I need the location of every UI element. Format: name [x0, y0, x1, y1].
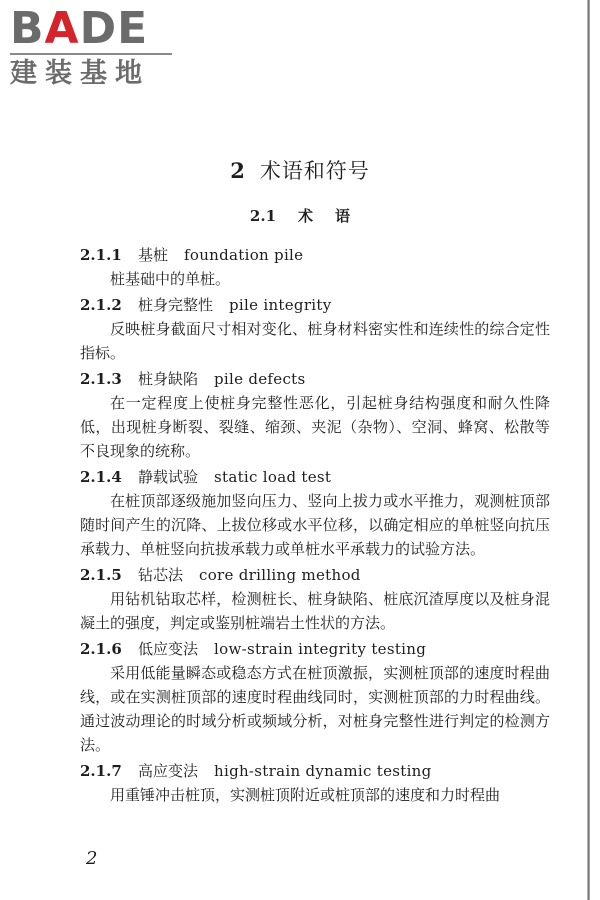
term-heading: [80, 465, 550, 489]
term-chinese: 基桩: [138, 246, 169, 264]
chapter-title: [0, 155, 600, 185]
term-english: pile integrity: [229, 296, 332, 314]
chapter-number: 2: [230, 158, 246, 183]
term-english: low-strain integrity testing: [214, 640, 427, 658]
term-english: pile defects: [214, 370, 306, 388]
term-entry: [80, 293, 550, 365]
logo-letter-accent: A: [44, 3, 80, 54]
logo-letters: DE: [79, 3, 149, 54]
term-definition: 采用低能量瞬态或稳态方式在桩顶激振，实测桩顶部的速度时程曲线，或在实测桩顶部的速度时程曲线同时，实测桩顶部的力时程曲线。通过波动理论的时域分析或频域分析，对桩身完整性进行判定的检测方法。: [80, 664, 550, 754]
term-entry: [80, 637, 550, 757]
term-entry: [80, 465, 550, 561]
term-heading: [80, 367, 550, 391]
term-entry: [80, 243, 550, 291]
term-number: 2.1.2: [80, 296, 122, 314]
term-english: high-strain dynamic testing: [214, 762, 432, 780]
term-heading: [80, 293, 550, 317]
term-definition: 桩基础中的单桩。: [110, 270, 231, 288]
terms-list: [80, 243, 550, 809]
logo-wordmark: [10, 3, 175, 54]
term-chinese: 高应变法: [138, 762, 199, 780]
term-definition: 用钻机钻取芯样，检测桩长、桩身缺陷、桩底沉渣厚度以及桩身混凝土的强度，判定或鉴别桩端岩土性状的方法。: [80, 590, 550, 632]
term-heading: [80, 637, 550, 661]
term-entry: [80, 367, 550, 463]
term-chinese: 桩身完整性: [138, 296, 214, 314]
term-chinese: 静载试验: [138, 468, 199, 486]
term-definition: 在桩顶部逐级施加竖向压力、竖向上拔力或水平推力，观测桩顶部随时间产生的沉降、上拔位移或水平位移，以确定相应的单桩竖向抗压承载力、单桩竖向抗拔承载力或单桩水平承载力的试验方法。: [80, 492, 550, 558]
section-title: [0, 205, 600, 226]
logo-subtitle: 建装基地: [10, 58, 150, 89]
term-number: 2.1.1: [80, 246, 122, 264]
term-chinese: 钻芯法: [138, 566, 184, 584]
bade-logo: [10, 3, 175, 89]
term-entry: [80, 759, 550, 807]
term-number: 2.1.6: [80, 640, 122, 658]
page-edge: [587, 0, 590, 900]
term-english: static load test: [214, 468, 332, 486]
term-heading: [80, 243, 550, 267]
term-english: foundation pile: [184, 246, 304, 264]
term-heading: [80, 759, 550, 783]
term-heading: [80, 563, 550, 587]
term-entry: [80, 563, 550, 635]
term-chinese: 桩身缺陷: [138, 370, 199, 388]
term-number: 2.1.7: [80, 762, 122, 780]
logo-letter: B: [10, 3, 45, 54]
section-name-b: 语: [335, 207, 351, 225]
term-definition: 用重锤冲击桩顶，实测桩顶附近或桩顶部的速度和力时程曲: [110, 786, 501, 804]
term-definition: 反映桩身截面尺寸相对变化、桩身材料密实性和连续性的综合定性指标。: [80, 320, 550, 362]
section-number: 2.1: [249, 207, 277, 225]
term-number: 2.1.3: [80, 370, 122, 388]
term-english: core drilling method: [199, 566, 361, 584]
term-number: 2.1.5: [80, 566, 122, 584]
term-definition: 在一定程度上使桩身完整性恶化，引起桩身结构强度和耐久性降低，出现桩身断裂、裂缝、缩颈、夹泥（杂物）、空洞、蜂窝、松散等不良现象的统称。: [80, 394, 550, 460]
section-name-a: 术: [298, 207, 314, 225]
page-number: 2: [86, 848, 98, 869]
term-number: 2.1.4: [80, 468, 122, 486]
chapter-name: 术语和符号: [259, 159, 370, 183]
term-chinese: 低应变法: [138, 640, 199, 658]
